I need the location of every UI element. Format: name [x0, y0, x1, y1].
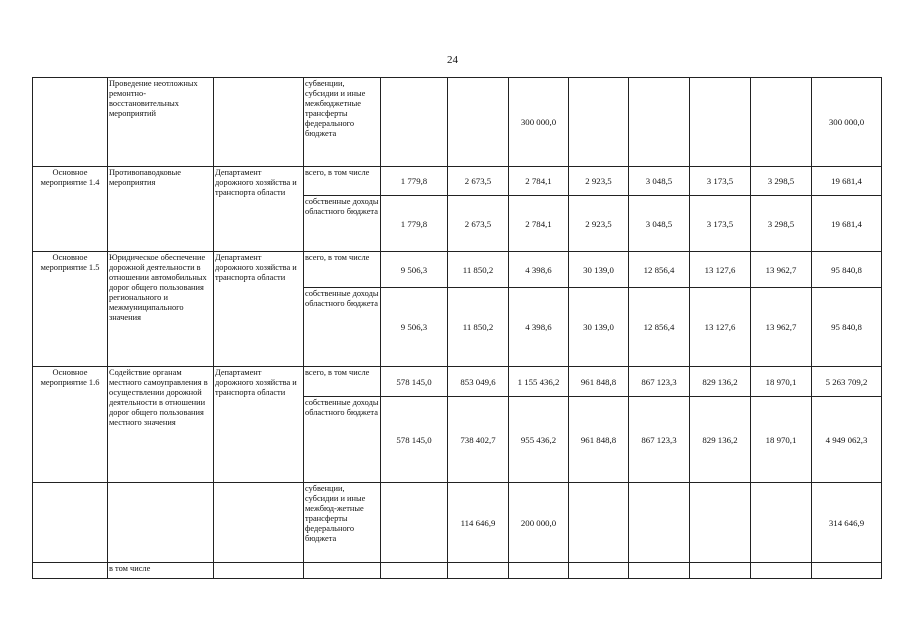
value-cell: 578 145,0: [381, 367, 448, 397]
value-cell: 3 173,5: [690, 167, 751, 196]
code-cell: [33, 483, 108, 563]
name-cell: Юридическое обеспечение дорожной деятельности в отношении автомобильных дорог общего пользования регионального и межмуниципального значения: [108, 252, 214, 367]
value-cell: 961 848,8: [569, 397, 629, 483]
value-cell: 2 923,5: [569, 196, 629, 252]
source-cell: собственные доходы областного бюджета: [304, 397, 381, 483]
value-cell: 955 436,2: [509, 397, 569, 483]
value-cell: 3 173,5: [690, 196, 751, 252]
value-cell: 13 962,7: [751, 252, 812, 288]
value-cell: 13 127,6: [690, 252, 751, 288]
executor-cell: [214, 483, 304, 563]
executor-cell: [214, 78, 304, 167]
total-cell: 19 681,4: [812, 196, 882, 252]
value-cell: 578 145,0: [381, 397, 448, 483]
code-cell: [33, 78, 108, 167]
executor-cell: Департамент дорожного хозяйства и транспорта области: [214, 167, 304, 252]
total-cell: 300 000,0: [812, 78, 882, 167]
value-cell: 9 506,3: [381, 252, 448, 288]
value-cell: 738 402,7: [448, 397, 509, 483]
total-cell: 95 840,8: [812, 252, 882, 288]
source-cell: субвенции, субсидии и иные межбюджетные трансферты федерального бюджета: [304, 78, 381, 167]
table-row: [33, 78, 882, 167]
value-cell: 2 784,1: [509, 167, 569, 196]
name-cell: Содействие органам местного самоуправления в осуществлении дорожной деятельности в отношении дорог общего пользования местного значения: [108, 367, 214, 483]
table-row: [33, 563, 882, 579]
table-row: [33, 483, 882, 563]
value-cell: 867 123,3: [629, 367, 690, 397]
total-cell: 314 646,9: [812, 483, 882, 563]
total-cell: 95 840,8: [812, 288, 882, 367]
total-cell: 19 681,4: [812, 167, 882, 196]
source-cell: субвенции, субсидии и иные межбюд-жетные трансферты федерального бюджета: [304, 483, 381, 563]
value-cell: 13 127,6: [690, 288, 751, 367]
source-cell: собственные доходы областного бюджета: [304, 196, 381, 252]
executor-cell: Департамент дорожного хозяйства и транспорта области: [214, 367, 304, 483]
value-cell: 114 646,9: [448, 483, 509, 563]
source-cell: всего, в том числе: [304, 367, 381, 397]
table-row: [33, 367, 882, 397]
name-cell: [108, 483, 214, 563]
value-cell: 9 506,3: [381, 288, 448, 367]
value-cell: 1 779,8: [381, 196, 448, 252]
value-cell: 13 962,7: [751, 288, 812, 367]
source-cell: всего, в том числе: [304, 252, 381, 288]
executor-cell: Департамент дорожного хозяйства и транспорта области: [214, 252, 304, 367]
value-cell: 300 000,0: [509, 78, 569, 167]
table-row: [33, 167, 882, 196]
value-cell: 12 856,4: [629, 252, 690, 288]
value-cell: 853 049,6: [448, 367, 509, 397]
code-cell: Основное мероприятие 1.4: [33, 167, 108, 252]
value-cell: 2 673,5: [448, 196, 509, 252]
value-cell: 18 970,1: [751, 397, 812, 483]
name-cell: Проведение неотложных ремонтно-восстановительных мероприятий: [108, 78, 214, 167]
value-cell: 1 155 436,2: [509, 367, 569, 397]
value-cell: 829 136,2: [690, 367, 751, 397]
page-number: 24: [447, 54, 458, 66]
value-cell: 30 139,0: [569, 288, 629, 367]
value-cell: 2 673,5: [448, 167, 509, 196]
source-cell: всего, в том числе: [304, 167, 381, 196]
value-cell: 1 779,8: [381, 167, 448, 196]
value-cell: 11 850,2: [448, 288, 509, 367]
source-cell: собственные доходы областного бюджета: [304, 288, 381, 367]
name-cell: Противопаводковые мероприятия: [108, 167, 214, 252]
value-cell: 12 856,4: [629, 288, 690, 367]
value-cell: 4 398,6: [509, 288, 569, 367]
table-row: [33, 252, 882, 288]
total-cell: 5 263 709,2: [812, 367, 882, 397]
value-cell: 3 048,5: [629, 167, 690, 196]
code-cell: Основное мероприятие 1.6: [33, 367, 108, 483]
value-cell: 3 298,5: [751, 196, 812, 252]
value-cell: 867 123,3: [629, 397, 690, 483]
name-cell: в том числе: [108, 563, 214, 579]
code-cell: [33, 563, 108, 579]
value-cell: 829 136,2: [690, 397, 751, 483]
code-cell: Основное мероприятие 1.5: [33, 252, 108, 367]
value-cell: 11 850,2: [448, 252, 509, 288]
value-cell: 30 139,0: [569, 252, 629, 288]
total-cell: 4 949 062,3: [812, 397, 882, 483]
value-cell: 2 923,5: [569, 167, 629, 196]
value-cell: 3 298,5: [751, 167, 812, 196]
budget-table: [32, 77, 882, 579]
value-cell: 200 000,0: [509, 483, 569, 563]
value-cell: 4 398,6: [509, 252, 569, 288]
value-cell: 2 784,1: [509, 196, 569, 252]
value-cell: 18 970,1: [751, 367, 812, 397]
value-cell: 961 848,8: [569, 367, 629, 397]
value-cell: 3 048,5: [629, 196, 690, 252]
